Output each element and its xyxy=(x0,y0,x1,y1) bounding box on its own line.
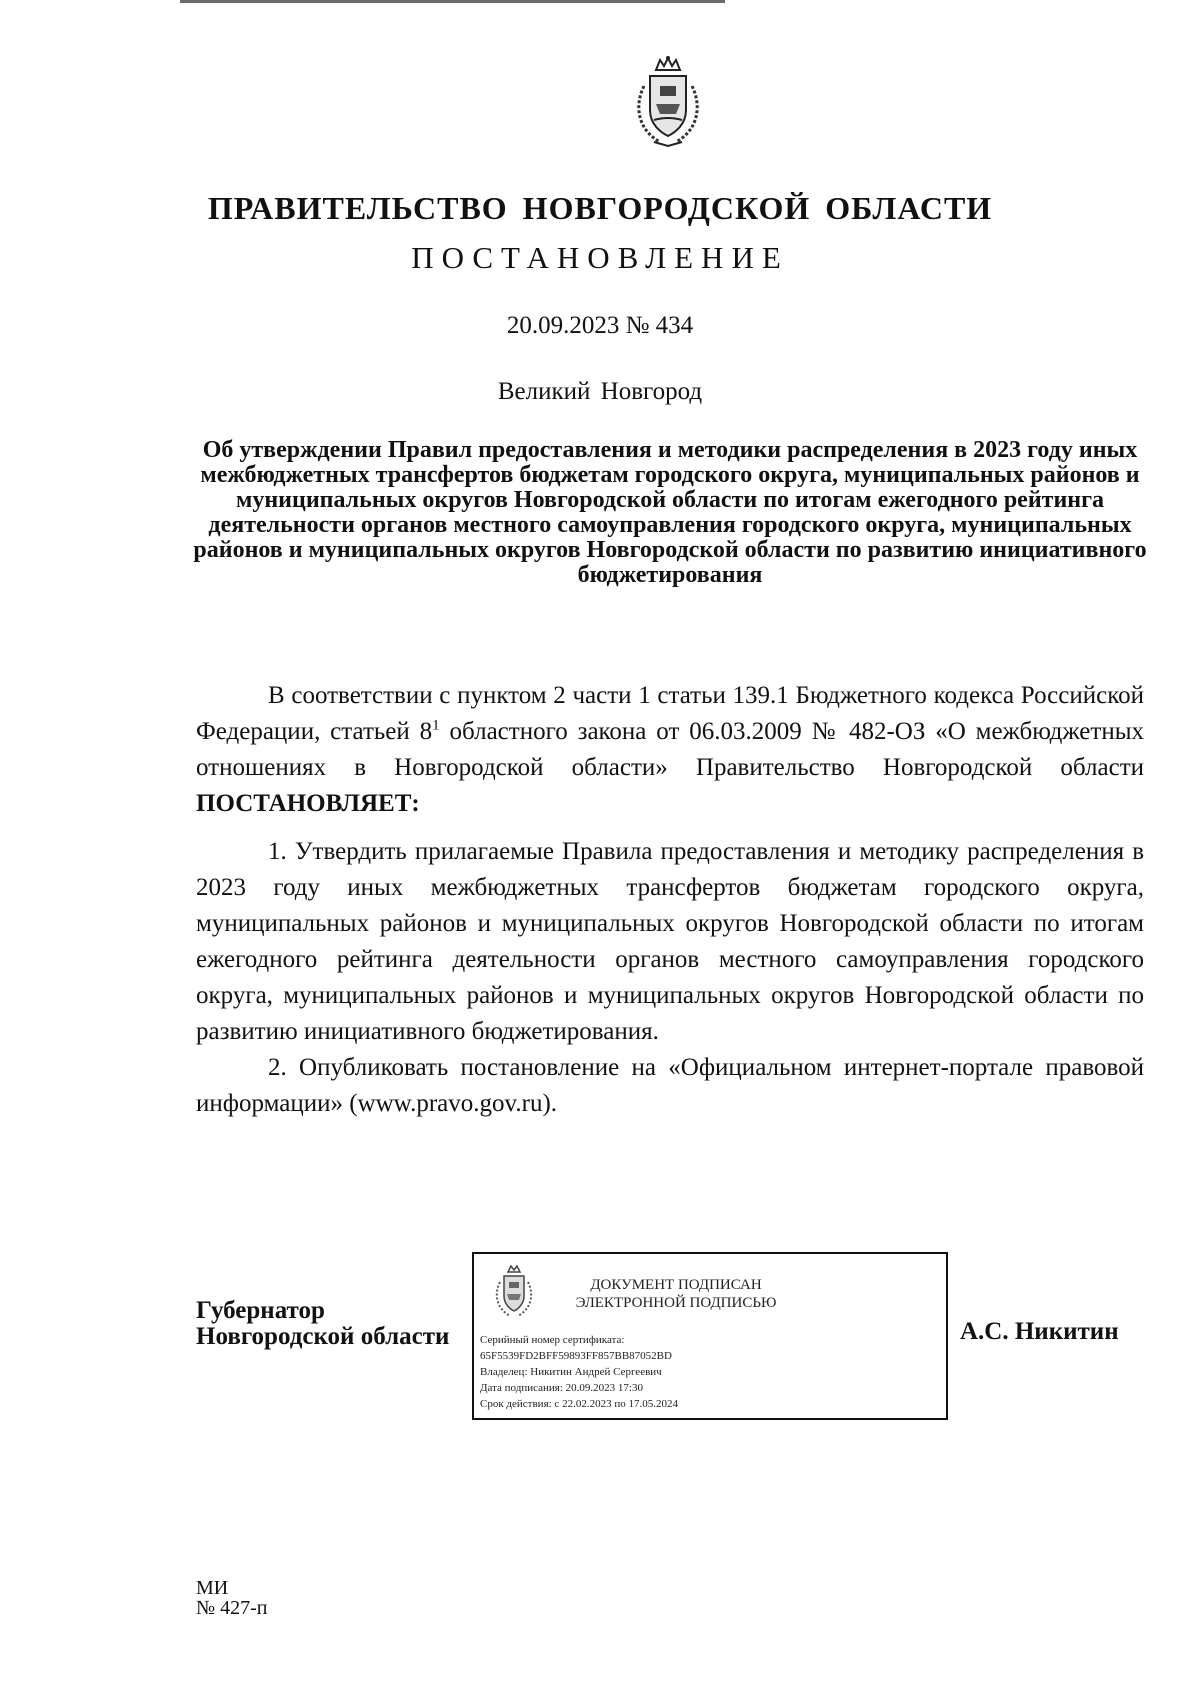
stamp-heading-line2: ЭЛЕКТРОННОЙ ПОДПИСЬЮ xyxy=(575,1295,777,1311)
preamble-superscript: 1 xyxy=(432,717,440,734)
stamp-coat-of-arms-icon xyxy=(492,1264,536,1320)
document-type: ПОСТАНОВЛЕНИЕ xyxy=(411,240,789,275)
coat-of-arms-icon xyxy=(630,56,706,150)
resolution-item-1: 1. Утвердить прилагаемые Правила предоставления и методику распределения в 2023 году иных межбюджетных трансфертов бюджетам городского округа, муниципальных районов и муниципальных округов Новгородской области по итогам ежегодного рейтинга деятельности органов местного самоуправления городского округа, муниципальных районов и муниципальных округов Новгородской области по развитию инициативного бюджетирования. xyxy=(196,838,1144,1045)
footer-initials: МИ xyxy=(196,1577,229,1599)
resolution-item-2: 2. Опубликовать постановление на «Официальном интернет-портале правовой информации» (www.pravo.gov.ru). xyxy=(196,1054,1144,1117)
document-subject: Об утверждении Правил предоставления и методики распределения в 2023 году иных межбюджетных трансфертов бюджетам городского округа, муниципальных районов и муниципальных округов Новгородской области по итогам ежегодного рейтинга деятельности органов местного самоуправления городского округа, муниципальных районов и муниципальных округов Новгородской области по развитию инициативного бюджетирования xyxy=(193,437,1147,588)
signer-position-line2: Новгородской области xyxy=(196,1323,450,1350)
stamp-cert-number: 65F5539FD2BFF59893FF857BB87052BD xyxy=(480,1350,672,1362)
preamble-paragraph xyxy=(196,678,1144,822)
signer-position xyxy=(196,1298,449,1350)
footer-code xyxy=(196,1578,267,1618)
signer-position-line1: Губернатор xyxy=(196,1297,325,1324)
stamp-owner: Владелец: Никитин Андрей Сергеевич xyxy=(480,1366,662,1378)
footer-number: № 427-п xyxy=(196,1597,268,1619)
preamble-part1: В соответствии с пунктом 2 части 1 статьи 139.1 Бюджетного кодекса Российской Федерации, статьей 8 xyxy=(196,682,1144,745)
stamp-signed-date: Дата подписания: 20.09.2023 17:30 xyxy=(480,1382,643,1394)
stamp-details xyxy=(480,1332,678,1412)
signer-name: А.С. Никитин xyxy=(960,1318,1119,1345)
stamp-heading xyxy=(566,1276,786,1312)
resolution-items xyxy=(196,834,1144,1122)
stamp-cert-label: Серийный номер сертификата: xyxy=(480,1334,625,1346)
preamble-part2: областного закона от 06.03.2009 № 482-ОЗ «О межбюджетных отношениях в Новгородской области» Правительство Новгородской области xyxy=(196,718,1144,781)
stamp-validity: Срок действия: с 22.02.2023 по 17.05.2024 xyxy=(480,1398,678,1410)
document-date-number: 20.09.2023 № 434 xyxy=(506,312,694,339)
decree-word: ПОСТАНОВЛЯЕТ: xyxy=(196,790,420,817)
stamp-heading-line1: ДОКУМЕНТ ПОДПИСАН xyxy=(590,1277,762,1293)
document-city: Великий Новгород xyxy=(497,378,703,405)
electronic-signature-stamp xyxy=(472,1252,948,1420)
preamble xyxy=(196,678,1144,822)
scan-top-line xyxy=(180,0,725,3)
government-title: ПРАВИТЕЛЬСТВО НОВГОРОДСКОЙ ОБЛАСТИ xyxy=(207,190,993,226)
